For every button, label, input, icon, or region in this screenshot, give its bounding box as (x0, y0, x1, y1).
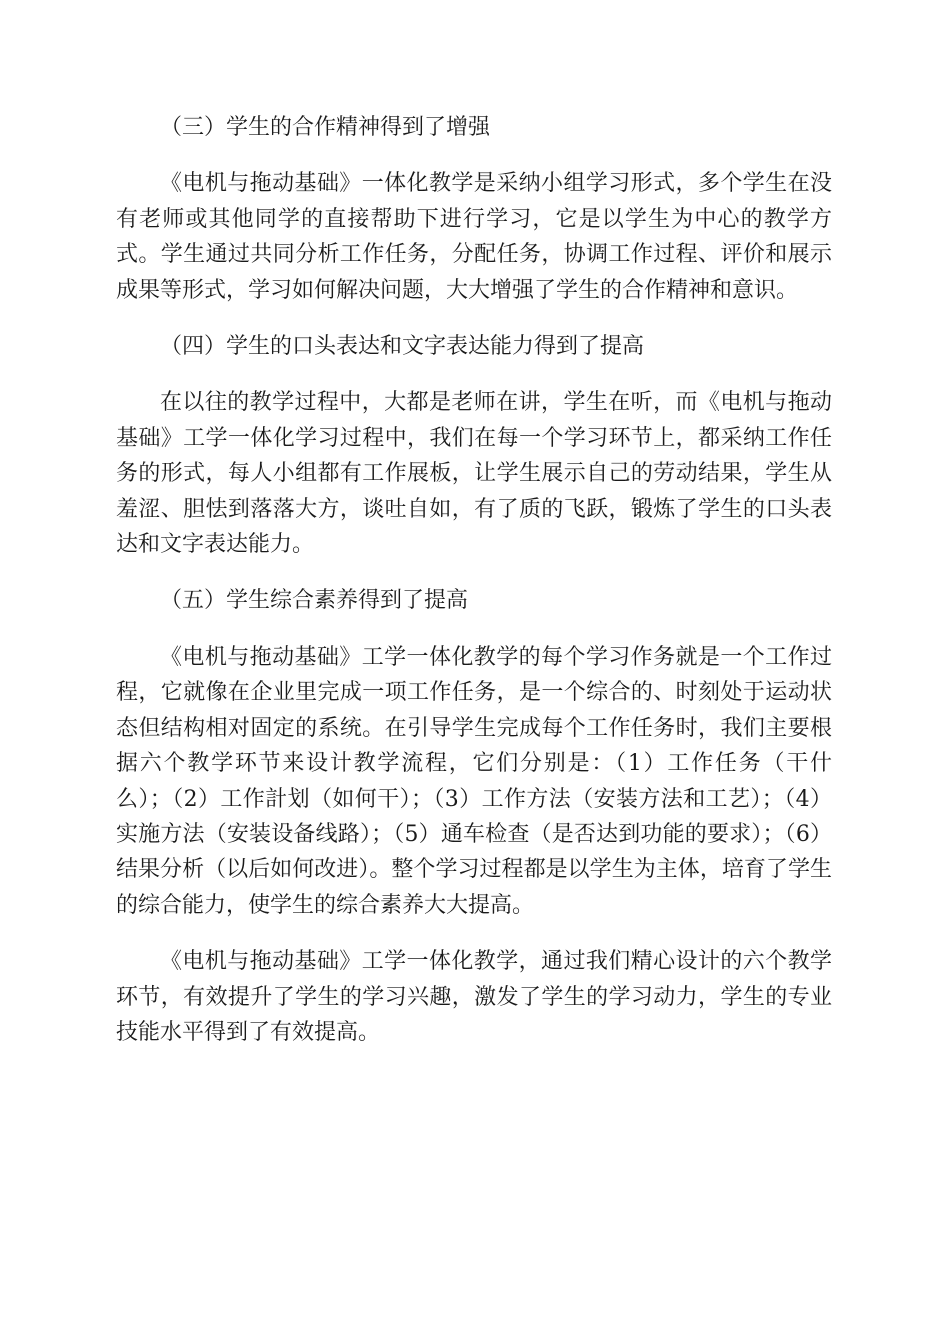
section-heading: （三）学生的合作精神得到了增强 (160, 115, 491, 140)
body-paragraph: 在以往的教学过程中，大都是老师在讲，学生在听，而《电机与拖动基础》工学一体化学习过程中，我们在每一个学习环节上，都采纳工作任务的形式，每人小组都有工作展板，让学生展示自己的劳动结果，学生从羞涩、胆怯到落落大方，谈吐自如，有了质的飞跃，锻炼了学生的口头表达和文字表达能力。 (116, 390, 832, 558)
section-heading: （四）学生的口头表达和文字表达能力得到了提高 (160, 334, 645, 360)
body-paragraph: 《电机与拖动基础》工学一体化教学的每个学习作务就是一个工作过程，它就像在企业里完成一项工作任务，是一个综合的、时刻处于运动状态但结构相对固定的系统。在引导学生完成每个工作任务时，我们主要根据六个教学环节来设计教学流程，它们分别是：（1）工作任务（干什么）；（2）工作計划（如何干）；（3）工作方法（安装方法和工艺）；（4）实施方法（安装设备线路）；（5）通车检查（是否达到功能的要求）；（6）结果分析（以后如何改进）。整个学习过程都是以学生为主体，培育了学生的综合能力，使学生的综合素养大大提高。 (116, 644, 832, 918)
section-expression (116, 329, 832, 562)
section-cooperation (116, 110, 832, 308)
section-literacy (116, 583, 832, 1050)
body-paragraph: 《电机与拖动基础》工学一体化教学，通过我们精心设计的六个教学环节，有效提升了学生的学习兴趣，激发了学生的学习动力，学生的专业技能水平得到了有效提高。 (116, 949, 832, 1045)
document-body (116, 110, 832, 1071)
section-heading: （五）学生综合素养得到了提高 (160, 588, 469, 614)
body-paragraph: 《电机与拖动基础》一体化教学是采纳小组学习形式，多个学生在没有老师或其他同学的直接帮助下进行学习，它是以学生为中心的教学方式。学生通过共同分析工作任务，分配任务，协调工作过程、评价和展示成果等形式，学习如何解决问题，大大增强了学生的合作精神和意识。 (116, 171, 832, 303)
